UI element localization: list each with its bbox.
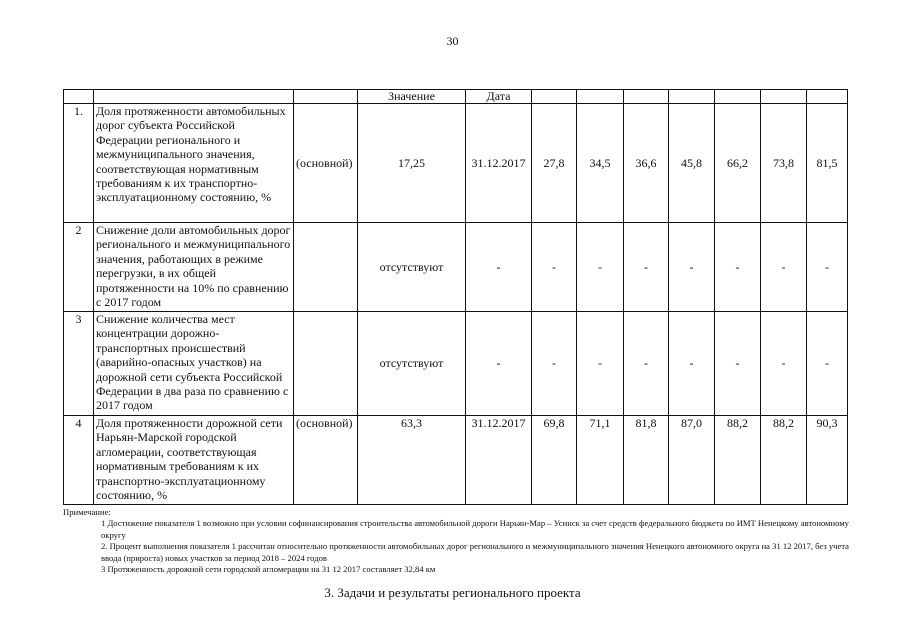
- year-value: 71,1: [577, 416, 624, 505]
- base-value: отсутствуют: [358, 312, 466, 416]
- year-value: 88,2: [761, 416, 807, 505]
- year-value: 87,0: [669, 416, 715, 505]
- note-item: 2. Процент выполнения показателя 1 рассчитан относительно протяженности автомобильных дорог регионального и межмуниципального значения Ненецкого автономного округа на 31 12 2017, без учета ввода (прироста) новых участков за период 2018 – 2024 годов: [101, 541, 849, 563]
- year-value: -: [761, 223, 807, 312]
- year-value: -: [624, 312, 669, 416]
- year-value: 36,6: [624, 104, 669, 223]
- year-value: 90,3: [807, 416, 848, 505]
- notes: [63, 507, 853, 575]
- indicator-name: Снижение количества мест концентрации дорожно-транспортных происшествий (аварийно-опасных участков) на дорожной сети субъекта Российской Федерации в два раза по сравнению с 2017 годом: [94, 312, 294, 416]
- indicator-type: (основной): [294, 104, 358, 223]
- note-item: 3 Протяженность дорожной сети городской агломерации на 31 12 2017 составляет 32,84 км: [101, 564, 436, 575]
- year-value: 81,5: [807, 104, 848, 223]
- indicator-name: Доля протяженности дорожной сети Нарьян-Марской городской агломерации, соответствующая нормативным требованиям к их транспортно-эксплуатационному состоянию, %: [94, 416, 294, 505]
- year-value: 45,8: [669, 104, 715, 223]
- base-value: отсутствуют: [358, 223, 466, 312]
- header-cell: [715, 90, 761, 104]
- base-date: -: [466, 312, 532, 416]
- header-cell: [577, 90, 624, 104]
- note-item: 1 Достижение показателя 1 возможно при условии софинансирования строительства автомобильной дороги Нарьян-Мар – Усинск за счет средств федерального бюджета по ИМТ Ненецкому автономному округу: [101, 518, 849, 540]
- year-value: -: [807, 312, 848, 416]
- table-row: [64, 312, 848, 416]
- year-value: -: [624, 223, 669, 312]
- year-value: -: [715, 312, 761, 416]
- header-cell: [64, 90, 94, 104]
- header-cell: [294, 90, 358, 104]
- year-value: -: [669, 223, 715, 312]
- header-value: Значение: [358, 90, 466, 104]
- year-value: -: [761, 312, 807, 416]
- table-row: [64, 104, 848, 223]
- header-date: Дата: [466, 90, 532, 104]
- year-value: -: [532, 312, 577, 416]
- indicators-table: [63, 89, 848, 505]
- year-value: -: [715, 223, 761, 312]
- row-number: 2: [64, 223, 94, 312]
- header-cell: [807, 90, 848, 104]
- year-value: -: [807, 223, 848, 312]
- year-value: -: [669, 312, 715, 416]
- year-value: -: [532, 223, 577, 312]
- indicator-name: Снижение доли автомобильных дорог регионального и межмуниципального значения, работающих в режиме перегрузки, в их общей протяженности на 10% по сравнению с 2017 годом: [94, 223, 294, 312]
- page-number: 30: [446, 34, 459, 48]
- header-cell: [624, 90, 669, 104]
- year-value: 81,8: [624, 416, 669, 505]
- table-header-row: [64, 90, 848, 104]
- header-cell: [761, 90, 807, 104]
- base-date: -: [466, 223, 532, 312]
- year-value: 34,5: [577, 104, 624, 223]
- base-date: 31.12.2017: [466, 104, 532, 223]
- row-number: 3: [64, 312, 94, 416]
- notes-title: Примечание:: [63, 507, 111, 517]
- row-number: 1.: [64, 104, 94, 223]
- base-date: 31.12.2017: [466, 416, 532, 505]
- row-number: 4: [64, 416, 94, 505]
- header-cell: [532, 90, 577, 104]
- table-row: [64, 416, 848, 505]
- indicator-type: [294, 223, 358, 312]
- year-value: 88,2: [715, 416, 761, 505]
- year-value: -: [577, 223, 624, 312]
- indicator-type: (основной): [294, 416, 358, 505]
- header-cell: [94, 90, 294, 104]
- table-row: [64, 223, 848, 312]
- indicator-name: Доля протяженности автомобильных дорог субъекта Российской Федерации регионального и межмуниципального значения, соответствующая нормативным требованиям к их транспортно-эксплуатационному состоянию, %: [94, 104, 294, 223]
- section-heading: 3. Задачи и результаты регионального проекта: [324, 585, 581, 600]
- year-value: 66,2: [715, 104, 761, 223]
- header-cell: [669, 90, 715, 104]
- indicator-type: [294, 312, 358, 416]
- year-value: -: [577, 312, 624, 416]
- year-value: 73,8: [761, 104, 807, 223]
- base-value: 63,3: [358, 416, 466, 505]
- year-value: 69,8: [532, 416, 577, 505]
- year-value: 27,8: [532, 104, 577, 223]
- base-value: 17,25: [358, 104, 466, 223]
